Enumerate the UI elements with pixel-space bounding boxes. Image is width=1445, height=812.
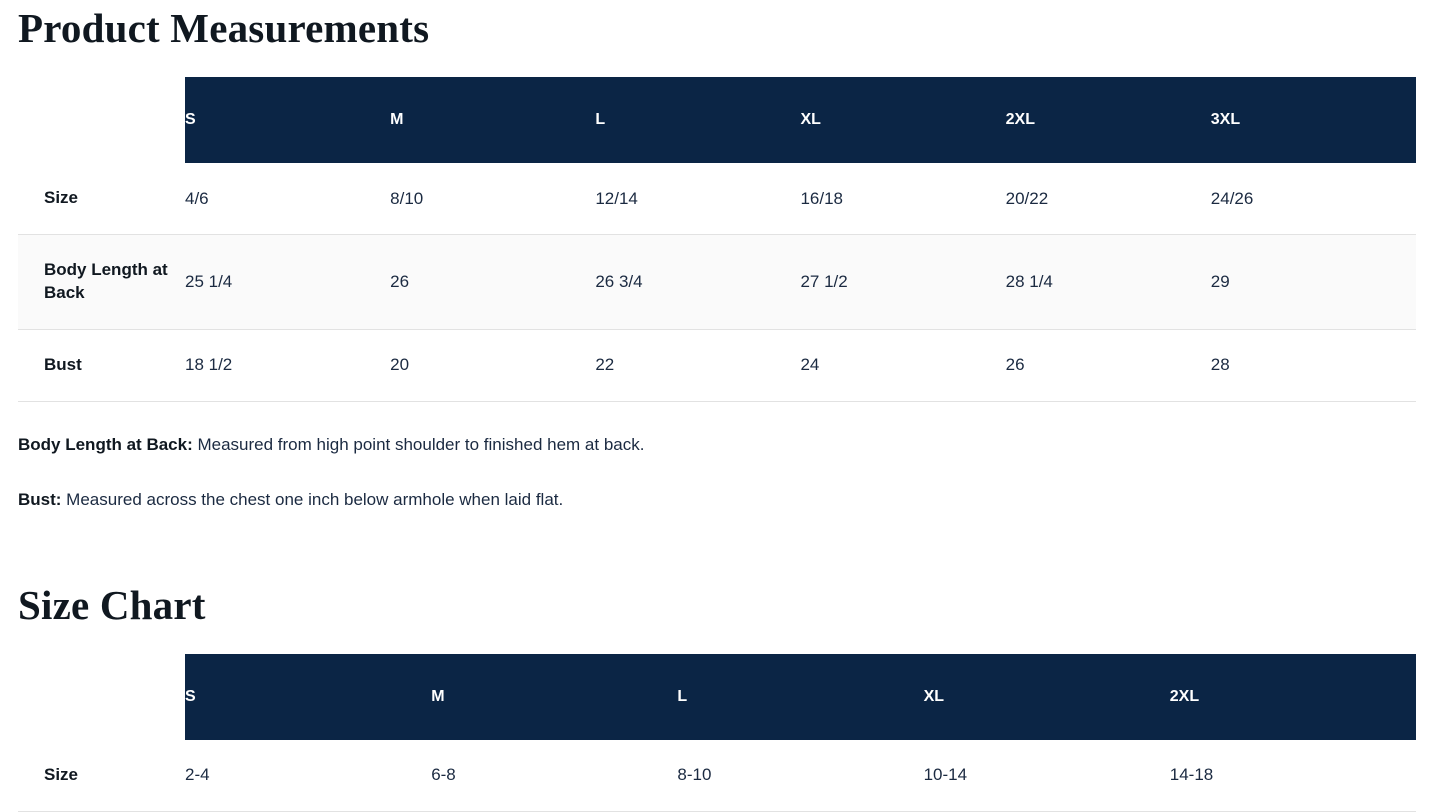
page-title: Product Measurements <box>18 5 430 51</box>
size-chart-body <box>18 740 1416 811</box>
note-text-bust: Measured across the chest one inch below armhole when laid flat. <box>61 490 564 510</box>
size-chart-column-header-s: S <box>185 654 431 740</box>
size-chart-cell-s: 2-4 <box>185 740 431 811</box>
cell-body-length-l: 26 3/4 <box>595 235 800 330</box>
product-measurements-table-wrapper <box>18 77 1427 402</box>
size-chart-cell-m: 6-8 <box>431 740 677 811</box>
size-chart-table <box>18 654 1416 812</box>
table-header-row <box>18 77 1416 163</box>
cell-size-xl: 16/18 <box>800 163 1005 234</box>
size-chart-column-header-l: L <box>677 654 923 740</box>
column-header-s: S <box>185 77 390 163</box>
size-chart-corner-header <box>18 654 185 740</box>
cell-size-l: 12/14 <box>595 163 800 234</box>
cell-size-2xl: 20/22 <box>1006 163 1211 234</box>
table-row <box>18 163 1416 234</box>
size-chart-row-label-size: Size <box>18 740 185 811</box>
note-term-bust: Bust: <box>18 490 62 510</box>
size-chart-cell-l: 8-10 <box>677 740 923 811</box>
size-chart-cell-2xl: 14-18 <box>1170 740 1416 811</box>
note-term-body-length: Body Length at Back: <box>18 434 193 454</box>
size-chart-column-header-xl: XL <box>924 654 1170 740</box>
cell-bust-xl: 24 <box>800 329 1005 401</box>
row-label-body-length-at-back: Body Length at Back <box>18 235 185 330</box>
cell-bust-3xl: 28 <box>1211 329 1416 401</box>
cell-size-m: 8/10 <box>390 163 595 234</box>
cell-body-length-s: 25 1/4 <box>185 235 390 330</box>
table-header <box>18 77 1416 163</box>
cell-bust-2xl: 26 <box>1006 329 1211 401</box>
table-corner-header <box>18 77 185 163</box>
note-text-body-length: Measured from high point shoulder to finished hem at back. <box>192 434 645 454</box>
size-chart-column-header-m: M <box>431 654 677 740</box>
column-header-m: M <box>390 77 595 163</box>
cell-size-s: 4/6 <box>185 163 390 234</box>
column-header-l: L <box>595 77 800 163</box>
cell-body-length-m: 26 <box>390 235 595 330</box>
row-label-bust: Bust <box>18 329 185 401</box>
column-header-xl: XL <box>800 77 1005 163</box>
table-row <box>18 329 1416 401</box>
row-label-size: Size <box>18 163 185 234</box>
cell-bust-s: 18 1/2 <box>185 329 390 401</box>
product-measurements-table <box>18 77 1416 402</box>
cell-bust-l: 22 <box>595 329 800 401</box>
cell-body-length-2xl: 28 1/4 <box>1006 235 1211 330</box>
measurement-notes <box>18 432 1427 513</box>
note-body-length <box>18 432 1427 458</box>
size-chart-column-header-2xl: 2XL <box>1170 654 1416 740</box>
section-spacer <box>18 543 1427 577</box>
size-chart-title: Size Chart <box>18 581 206 628</box>
column-header-2xl: 2XL <box>1006 77 1211 163</box>
size-chart-header <box>18 654 1416 740</box>
table-body <box>18 163 1416 401</box>
size-chart-cell-xl: 10-14 <box>924 740 1170 811</box>
table-row <box>18 235 1416 330</box>
cell-bust-m: 20 <box>390 329 595 401</box>
note-bust <box>18 487 1427 513</box>
column-header-3xl: 3XL <box>1211 77 1416 163</box>
cell-body-length-xl: 27 1/2 <box>800 235 1005 330</box>
table-header-row <box>18 654 1416 740</box>
cell-size-3xl: 24/26 <box>1211 163 1416 234</box>
cell-body-length-3xl: 29 <box>1211 235 1416 330</box>
table-row <box>18 740 1416 811</box>
size-chart-table-wrapper <box>18 654 1427 812</box>
